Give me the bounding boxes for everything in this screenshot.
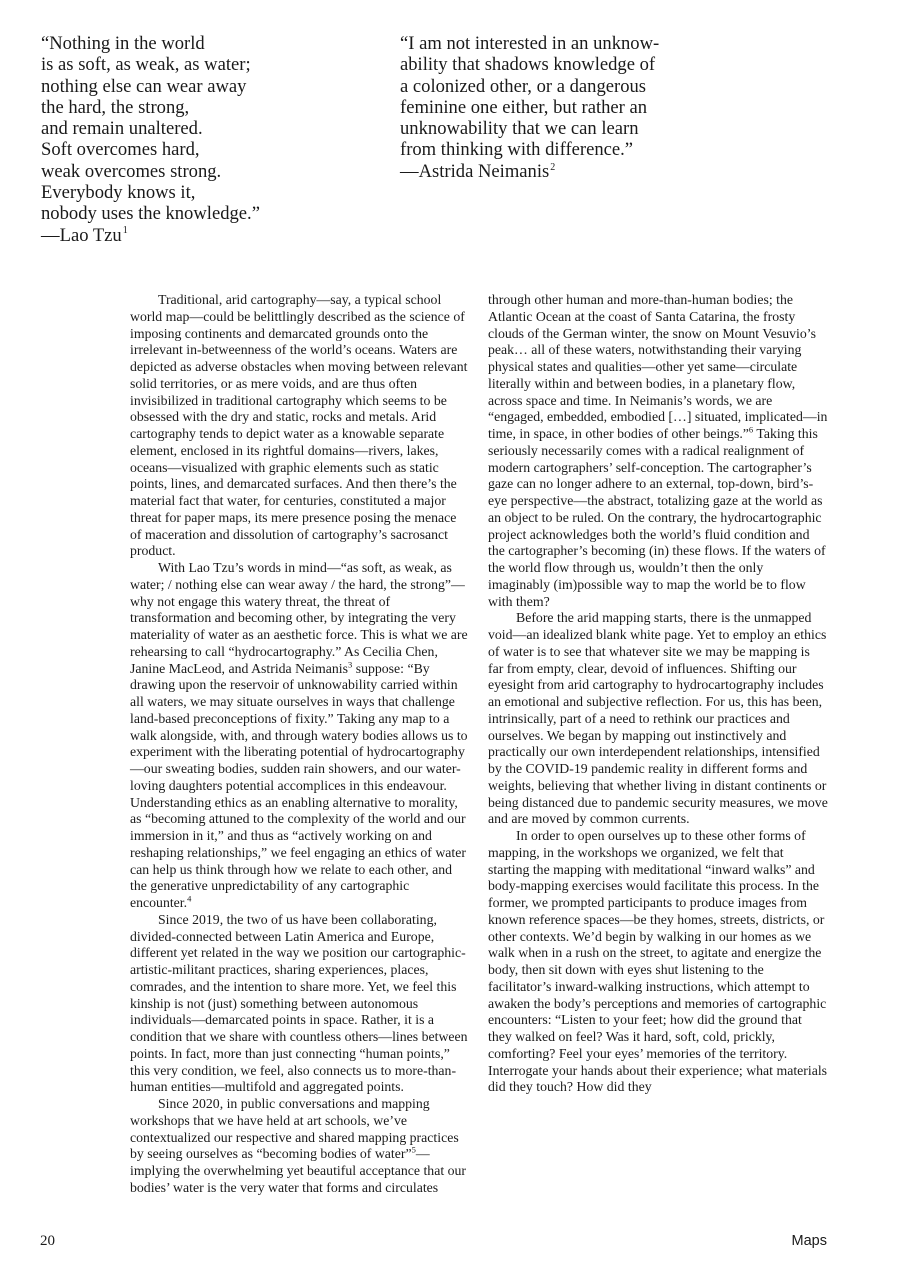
epigraph-neimanis	[400, 33, 730, 182]
paragraph-text: Before the arid mapping starts, there is the unmapped void—an idealized blank white page. Yet to employ an ethics of water is to see that whatever site we may be mapping is far from empty, clear, devoid of influences. Shifting our eyesight from arid cartography to hydrocartography includes an emotional and subjective reflection. For us, this has been, intrinsically, part of a need to rethink our practices and ourselves. We began by mapping out instinctively and practically our own interdependent relationships, intensified by the COVID-19 pandemic reality in different forms and weights, believing that whether living in distant continents or being distanced due to pandemic security measures, we move and are moved by common currents.	[488, 610, 828, 827]
epigraph-attribution: —Astrida Neimanis	[400, 160, 550, 182]
paragraph	[130, 1096, 470, 1197]
epigraph-attribution: —Lao Tzu	[41, 224, 122, 246]
footnote-ref: 1	[122, 225, 128, 237]
running-footer-section: Maps	[791, 1233, 827, 1249]
paragraph-text: suppose: “By drawing upon the reservoir of unknowability carried within all waters, we may situate ourselves in ways that challenge land-based preconceptions of fixity.” Taking any map to a walk alongside, with, and through watery bodies allows us to experiment with the liberating potential of hydrocartography—our sweating bodies, sudden rain showers, and our water-loving daughters potential accomplices in this endeavour. Understanding ethics as an enabling alternative to morality, as “becoming attuned to the complexity of the world and our immersion in it,” and thus as “actively working on and reshaping relationships,” we feel engaging an ethics of water can help us think through how we relate to each other, and the generative unpredictability of any cartographic encounter.	[130, 660, 468, 910]
epigraph-quote: “I am not interested in an unknow- ability that shadows knowledge of a colonized other, or a dangerous feminine one either, but rather an unknowability that we can learn from thinking with difference.”	[400, 33, 660, 161]
paragraph	[488, 610, 828, 828]
paragraph	[488, 292, 828, 610]
body-column-right	[488, 292, 828, 1096]
paragraph-text: Traditional, arid cartography—say, a typical school world map—could be belittlingly described as the science of imposing continents and demarcated grounds onto the irrelevant in-betweenness of the world’s oceans. Waters are depicted as adverse obstacles when moving between relevant solid territories, or as mere voids, and are thus often invisibilized in traditional cartography which seems to be obsessed with the dry and static, rocks and metals. Arid cartography tends to depict water as a knowable separate element, enclosed in its rightful domains—rivers, lakes, oceans—visualized with graphic elements such as static points, lines, and demarcated surfaces. And then there’s the material fact that water, for centuries, constituted a major threat for paper maps, its mere presence posing the menace of maceration and dissolution of cartography’s sacrosanct product.	[130, 292, 468, 559]
paragraph	[130, 912, 470, 1096]
page-number: 20	[40, 1233, 55, 1249]
paragraph-text: In order to open ourselves up to these other forms of mapping, in the workshops we organized, we felt that starting the mapping with meditational “inward walks” and body-mapping exercises would facilitate this process. In the former, we prompted participants to produce images from known reference spaces—be they homes, streets, districts, or other contexts. We’d begin by walking in our homes as we walk when in a rush on the street, to agitate and energize the body, then sit down with eyes shut listening to the facilitator’s inward-walking instructions, which attempt to awaken the body’s perceptions and memories of cartographic encounters: “Listen to your feet; how did the ground that they walked on feel? Was it hard, soft, cold, prickly, comforting? Feel your eyes’ memories of the territory. Interrogate your hands about their experience; what materials did they touch? How did they	[488, 828, 828, 1095]
paragraph-text: With Lao Tzu’s words in mind—“as soft, as weak, as water; / nothing else can wear away / the hard, the strong”—why not engage this watery threat, the threat of transformation and becoming other, by integrating the very materiality of water as an aesthetic force. This is what we are rehearsing to call “hydrocartography.” As Cecilia Chen, Janine MacLeod, and Astrida Neimanis	[130, 560, 468, 676]
footnote-ref: 6	[748, 424, 754, 435]
footnote-ref: 5	[411, 1144, 416, 1155]
footnote-ref: 4	[187, 893, 192, 904]
epigraph-lao-tzu	[41, 33, 361, 246]
paragraph-text: Since 2020, in public conversations and mapping workshops that we have held at art schools, we’ve contextualized our respective and shared mapping practices by seeing ourselves as “becoming bodies of water”	[130, 1096, 459, 1162]
paragraph-text: Taking this seriously necessarily comes with a radical realignment of modern cartographers’ self-conception. The cartographer’s gaze can no longer adhere to an external, top-down, bird’s-eye perspective—the abstract, totalizing gaze at the world as an object to be ruled. On the contrary, the hydrocartographic project acknowledges both the world’s fluid condition and the cartographer’s becoming (in) these flows. If the waters of the world flow through us, wouldn’t then the only imaginably (im)possible way to map the world be to flow with them?	[488, 426, 826, 609]
paragraph	[130, 560, 470, 912]
epigraph-quote: “Nothing in the world is as soft, as weak, as water; nothing else can wear away the hard, the strong, and remain unaltered. Soft overcomes hard, weak overcomes strong. Everybody knows it, nobody uses the knowledge.”	[41, 33, 260, 225]
footnote-ref: 2	[550, 161, 556, 173]
paragraph-text: —implying the overwhelming yet beautiful acceptance that our bodies’ water is the very water that forms and circulates	[130, 1146, 466, 1195]
paragraph-text: through other human and more-than-human bodies; the Atlantic Ocean at the coast of Santa Catarina, the frosty clouds of the German winter, the snow on Mount Vesuvio’s peak… all of these waters, notwithstanding their varying physical states and qualities—other yet same—circulate literally within and between bodies, in a planetary flow, across space and time. In Neimanis’s words, we are “engaged, embedded, embodied […] situated, implicated—in time, in space, in other bodies of other beings.”	[488, 292, 828, 441]
paragraph	[488, 828, 828, 1096]
paragraph-text: Since 2019, the two of us have been collaborating, divided-connected between Latin America and Europe, different yet related in the way we position our cartographic-artistic-militant practices, sharing experiences, places, comrades, and the intention to share more. Yet, we feel this kinship is not (just) something between autonomous individuals—demarcated points in space. Rather, it is a condition that we share with countless others—lines between points. In fact, more than just connecting “human points,” this very condition, we feel, also connects us to more-than-human entities—multifold and aggregated points.	[130, 911, 468, 1095]
paragraph	[130, 292, 470, 560]
body-column-left	[130, 292, 470, 1197]
footnote-ref: 3	[348, 658, 353, 669]
